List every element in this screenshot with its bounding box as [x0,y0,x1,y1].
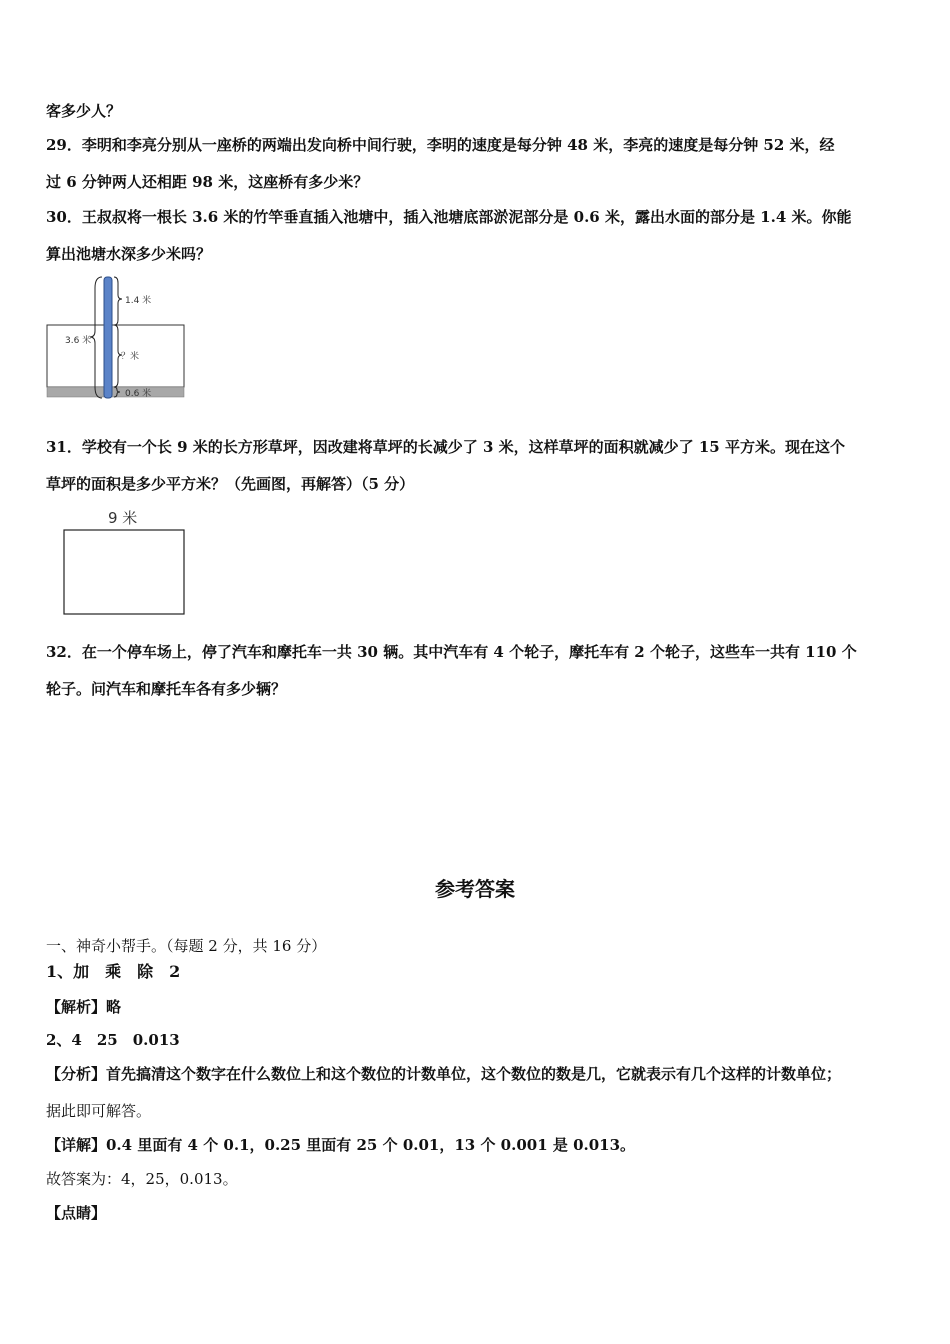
label-total: 3.6 米 [65,336,92,346]
pond-bamboo-figure [44,273,190,403]
pond-mud [47,387,184,397]
lawn-rectangle-figure [58,504,192,618]
q29-line2: 过 6 分钟两人还相距 98 米，这座桥有多少米？ [46,173,369,191]
label-middle: ？米 [121,352,140,362]
q28-tail: 客多少人？ [46,102,122,120]
lawn-length-label: 9 米 [108,509,138,527]
q31-line1: 31．学校有一个长 9 米的长方形草坪，因改建将草坪的长减少了 3 米，这样草坪的面积就减少了 15 平方米。现在这个 [46,438,845,456]
answer-1: 1、加 乘 除 2 [46,962,181,981]
q31-line2: 草坪的面积是多少平方米？（先画图，再解答）（5 分） [46,475,415,493]
q32-line2: 轮子。问汽车和摩托车各有多少辆？ [46,680,287,698]
q30-line2: 算出池塘水深多少米吗？ [46,245,212,263]
pond-outline [47,325,184,387]
answer-2-analysis-1: 【分析】首先搞清这个数字在什么数位上和这个数位的计数单位，这个数位的数是几，它就表示有几个这样的计数单位； [46,1065,842,1083]
q29-line1: 29．李明和李亮分别从一座桥的两端出发向桥中间行驶，李明的速度是每分钟 48 米，李亮的速度是每分钟 52 米，经 [46,136,835,154]
bamboo-pole [104,277,112,398]
answer-2-point: 【点睛】 [46,1204,107,1222]
lawn-rectangle [64,530,184,614]
label-top: 1.4 米 [125,296,152,306]
answer-2-analysis-2: 据此即可解答。 [46,1102,152,1120]
answer-2: 2、4 25 0.013 [46,1031,180,1049]
answer-2-detail: 【详解】0.4 里面有 4 个 0.1，0.25 里面有 25 个 0.01，13 个 0.001 是 0.013。 [46,1136,636,1154]
answer-2-final: 故答案为：4，25，0.013。 [46,1170,238,1188]
answer-1-note: 【解析】略 [46,998,122,1016]
q32-line1: 32．在一个停车场上，停了汽车和摩托车一共 30 辆。其中汽车有 4 个轮子，摩托车有 2 个轮子，这些车一共有 110 个 [46,643,857,661]
label-bottom: 0.6 米 [125,389,152,399]
answers-section: 一、神奇小帮手。（每题 2 分，共 16 分） [46,937,327,955]
brace-top [114,277,122,325]
q30-line1: 30．王叔叔将一根长 3.6 米的竹竿垂直插入池塘中，插入池塘底部淤泥部分是 0.6 米，露出水面的部分是 1.4 米。你能 [46,208,852,226]
answers-title: 参考答案 [435,877,515,901]
